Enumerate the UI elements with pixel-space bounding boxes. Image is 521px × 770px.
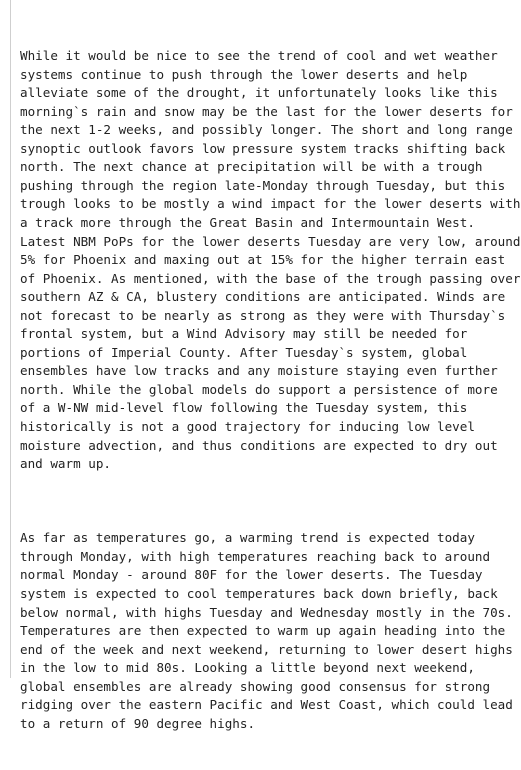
forecast-discussion-text bbox=[20, 10, 521, 770]
discussion-paragraph-temperatures: As far as temperatures go, a warming trend is expected today through Monday, with high temperatures reaching back to around normal Monday - around 80F for the lower deserts. The Tuesday system is expected to cool temperatures back down briefly, back below normal, with highs Tuesday and Wednesday mostly in the 70s. Temperatures are then expected to warm up again heading into the end of the week and next weekend, returning to lower desert highs in the low to mid 80s. Looking a little beyond next weekend, global ensembles are already showing good consensus for strong ridging over the eastern Pacific and West Coast, which could lead to a return of 90 degree highs. bbox=[20, 530, 513, 731]
left-border-rule bbox=[10, 0, 11, 678]
discussion-paragraph-precipitation: While it would be nice to see the trend of cool and wet weather systems continue to push through the lower deserts and help alleviate some of the drought, it unfortunately looks like this morning`s rain and snow may be the last for the lower deserts for the next 1-2 weeks, and possibly longer. The short and long range synoptic outlook favors low pressure system tracks shifting back north. The next chance at precipitation will be with a trough pushing through the region late-Monday through Tuesday, but this trough looks to be mostly a wind impact for the lower deserts with a track more through the Great Basin and Intermountain West. Latest NBM PoPs for the lower deserts Tuesday are very low, around 5% for Phoenix and maxing out at 15% for the higher terrain east of Phoenix. As mentioned, with the base of the trough passing over southern AZ & CA, blustery conditions are anticipated. Winds are not forecast to be nearly as strong as they were with Thursday`s frontal system, but a Wind Advisory may still be needed for portions of Imperial County. After Tuesday`s system, global ensembles have low tracks and any moisture staying even further north. While the global models do support a persistence of more of a W-NW mid-level flow following the Tuesday system, this historically is not a good trajectory for inducing low level moisture advection, and thus conditions are expected to dry out and warm up. bbox=[20, 48, 521, 472]
